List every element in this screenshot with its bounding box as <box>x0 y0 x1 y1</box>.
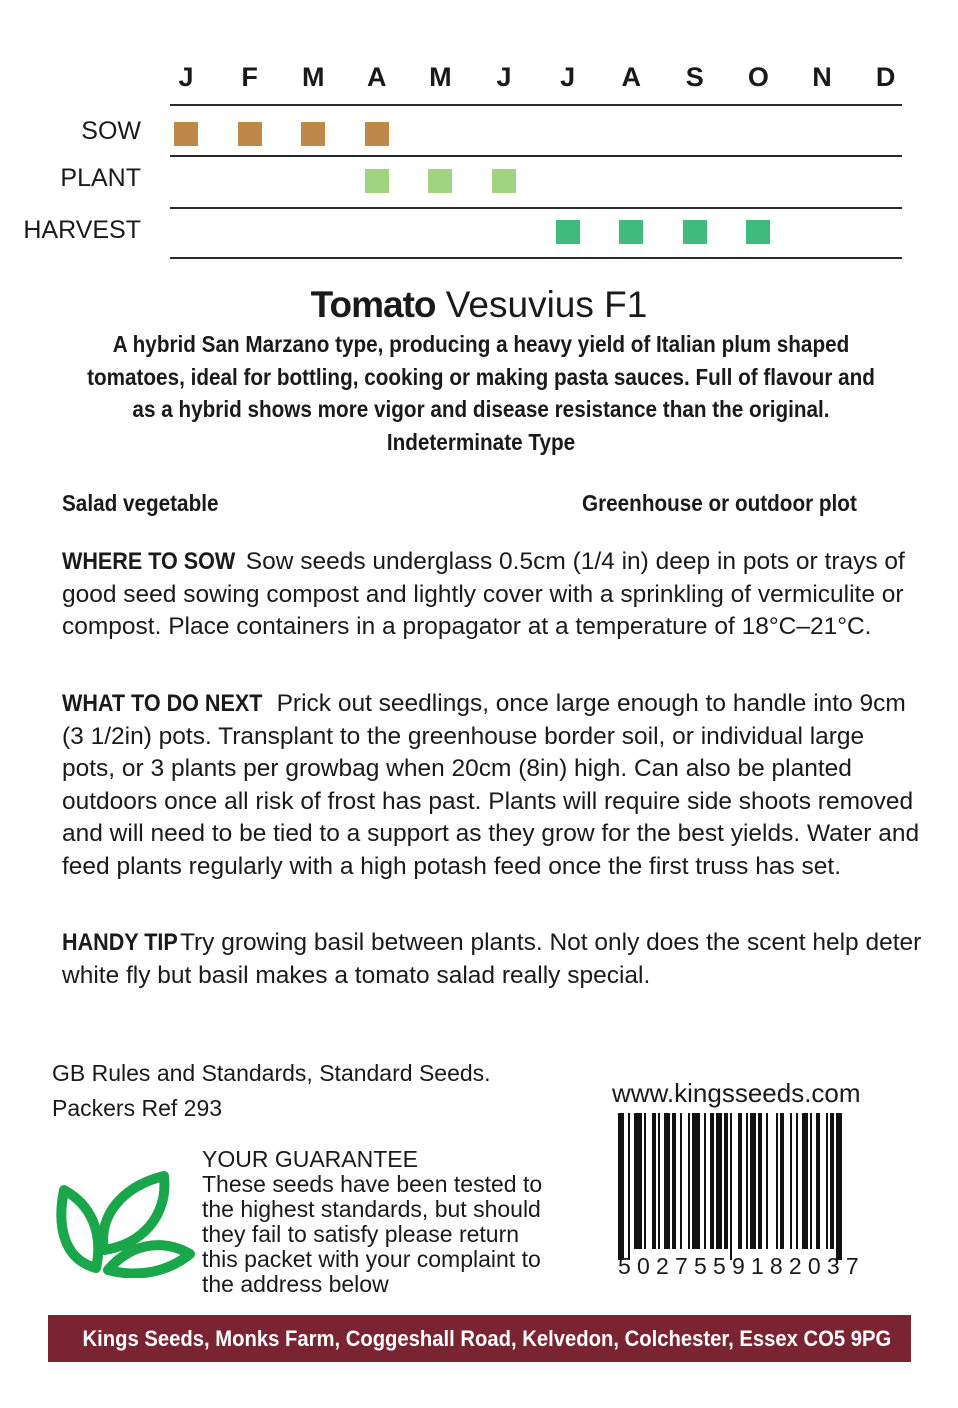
calendar-divider <box>170 207 902 209</box>
barcode-bar <box>692 1113 700 1249</box>
barcode-bar <box>704 1113 706 1249</box>
barcode-bar <box>836 1113 842 1260</box>
calendar-square-harvest <box>619 220 643 244</box>
address-text: Kings Seeds, Monks Farm, Coggeshall Road, Kelvedon, Colchester, Essex CO5 9PG <box>82 1326 892 1351</box>
calendar-divider <box>170 257 902 259</box>
barcode-bar <box>758 1113 762 1249</box>
calendar-divider <box>170 155 902 157</box>
barcode-bar <box>658 1113 660 1249</box>
guarantee-line: they fail to satisfy please return <box>202 1221 520 1247</box>
barcode-bar <box>796 1113 798 1249</box>
calendar-square-plant <box>365 169 389 193</box>
barcode-bar <box>776 1113 778 1249</box>
calendar-square-sow <box>301 122 325 146</box>
section-heading: HANDY TIP <box>62 929 178 956</box>
guarantee-heading: YOUR GUARANTEE <box>202 1146 418 1172</box>
tag-category: Salad vegetable <box>62 490 219 516</box>
product-title <box>0 282 958 328</box>
barcode-bar <box>826 1113 828 1249</box>
barcode-bar <box>634 1113 642 1249</box>
calendar-square-harvest <box>683 220 707 244</box>
barcode-bar <box>738 1113 742 1249</box>
calendar-square-plant <box>428 169 452 193</box>
title-variety: Vesuvius F1 <box>445 284 648 325</box>
month-label: M <box>429 62 452 92</box>
barcode-bar <box>628 1113 630 1260</box>
leaf-logo-icon <box>52 1168 198 1278</box>
barcode-bar <box>830 1113 834 1249</box>
guarantee-line: the address below <box>202 1271 389 1297</box>
standards-text: GB Rules and Standards, Standard Seeds. <box>52 1060 491 1086</box>
barcode <box>618 1113 890 1260</box>
month-label: J <box>496 62 512 92</box>
barcode-bar <box>780 1113 784 1249</box>
row-label-plant: PLANT <box>60 164 141 192</box>
month-label: N <box>812 62 832 92</box>
calendar-square-sow <box>238 122 262 146</box>
barcode-bar <box>680 1113 682 1249</box>
calendar-square-sow <box>365 122 389 146</box>
section-what-to-do-next <box>62 688 922 883</box>
address-footer <box>48 1315 911 1362</box>
row-label-sow: SOW <box>81 117 141 145</box>
month-label: D <box>875 62 896 92</box>
barcode-bar <box>672 1113 676 1249</box>
section-text: Prick out seedlings, once large enough to handle into 9cm (3 1/2in) pots. Transplant to the greenhouse border soil, or individual large pots, or 3 plants per growbag when 20cm (8in) high. Can also be planted outdoors once all risk of frost has past. Plants will require side shoots removed and will need to be tied to a support as they grow for the best yields. Water and feed plants regularly with a high potash feed once the first truss has set. <box>62 690 920 880</box>
title-crop: Tomato <box>310 284 436 325</box>
month-header <box>153 62 913 102</box>
section-text: Sow seeds underglass 0.5cm (1/4 in) deep in pots or trays of good seed sowing compost and lightly cover with a sprinkling of vermiculite or compost. Place containers in a propagator at a temperature of 18°C–21°C. <box>62 548 905 640</box>
section-where-to-sow <box>62 546 922 644</box>
barcode-bar <box>618 1113 624 1260</box>
type-line: Indeterminate Type <box>386 428 576 455</box>
product-description <box>84 328 878 458</box>
barcode-bar <box>816 1113 820 1249</box>
barcode-bar <box>688 1113 690 1249</box>
description-text: A hybrid San Marzano type, producing a heavy yield of Italian plum shaped tomatoes, ideal for bottling, cooking or making pasta sauces. Full of flavour and as a hybrid shows more vigor and disease resistance than the original. <box>87 331 875 422</box>
barcode-bar <box>664 1113 670 1249</box>
calendar-square-plant <box>492 169 516 193</box>
barcode-bar <box>644 1113 646 1249</box>
month-label: J <box>560 62 576 92</box>
barcode-bar <box>710 1113 714 1249</box>
barcode-bar <box>750 1113 756 1249</box>
month-label: A <box>621 62 641 92</box>
section-heading: WHAT TO DO NEXT <box>62 690 263 717</box>
barcode-bar <box>790 1113 792 1249</box>
barcode-bar <box>730 1113 732 1260</box>
barcode-bar <box>746 1113 748 1249</box>
barcode-bar <box>652 1113 656 1249</box>
barcode-bar <box>716 1113 722 1249</box>
tag-location: Greenhouse or outdoor plot <box>582 490 857 516</box>
website-link[interactable]: www.kingsseeds.com <box>612 1078 861 1108</box>
month-label: F <box>241 62 258 92</box>
month-label: S <box>685 62 704 92</box>
month-label: A <box>367 62 387 92</box>
month-label: M <box>301 62 325 92</box>
calendar-square-harvest <box>746 220 770 244</box>
section-handy-tip <box>62 927 922 992</box>
barcode-number: 5027559182037 <box>618 1253 865 1279</box>
section-text: Try growing basil between plants. Not only does the scent help deter white fly but basil makes a tomato salad really special. <box>62 929 922 989</box>
barcode-bar <box>766 1113 768 1249</box>
barcode-bar <box>724 1113 728 1249</box>
packers-ref: Packers Ref 293 <box>52 1095 223 1121</box>
row-label-harvest: HARVEST <box>23 216 141 244</box>
calendar-divider <box>170 104 902 106</box>
guarantee-line: the highest standards, but should <box>202 1196 541 1222</box>
calendar-square-harvest <box>556 220 580 244</box>
month-label: O <box>747 62 769 92</box>
calendar-square-sow <box>174 122 198 146</box>
guarantee-line: this packet with your complaint to <box>202 1246 541 1272</box>
month-label: J <box>178 62 194 92</box>
guarantee-line: These seeds have been tested to <box>202 1171 543 1197</box>
barcode-bar <box>802 1113 808 1249</box>
section-heading: WHERE TO SOW <box>62 548 236 575</box>
barcode-bar <box>810 1113 812 1249</box>
